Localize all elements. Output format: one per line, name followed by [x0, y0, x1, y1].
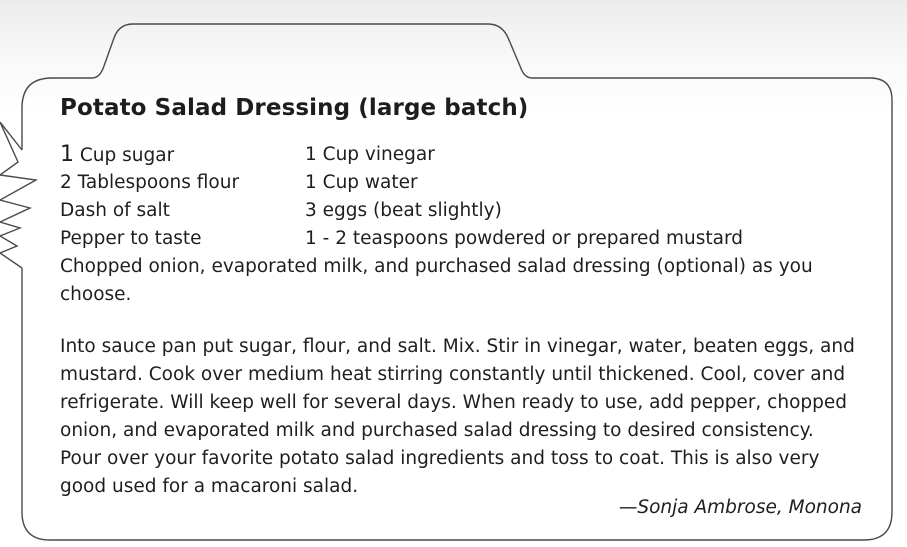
directions-paragraph: Into sauce pan put sugar, flour, and salt. Mix. Stir in vinegar, water, beaten eggs, and mustard. Cook over medium heat stirring constantly until thickened. Cool, cover and refrigerate. Will keep well for several days. When ready to use, add pepper, chopped onion, and evaporated milk and purchased salad dressing to desired consistency. Pour over your favorite potato salad ingredients and toss to coat. This is also very good used for a macaroni salad.	[60, 336, 855, 497]
ingredient-left: Pepper to taste	[60, 228, 202, 249]
recipe-attribution: —Sonja Ambrose, Monona	[618, 497, 862, 518]
ingredient-text: Cup sugar	[74, 145, 175, 166]
ingredient-right: 1 - 2 teaspoons powdered or prepared mustard	[305, 228, 744, 249]
optional-ingredients-note: Chopped onion, evaporated milk, and purchased salad dressing (optional) as you choose.	[60, 256, 813, 305]
ingredient-row	[60, 197, 840, 225]
ingredient-row	[60, 225, 840, 253]
ingredient-list	[60, 141, 840, 253]
ingredient-left: 2 Tablespoons flour	[60, 172, 240, 193]
ingredient-left	[60, 141, 174, 170]
ingredient-row	[60, 141, 840, 169]
recipe-title: Potato Salad Dressing (large batch)	[60, 95, 529, 121]
ingredient-quantity: 1	[60, 142, 74, 167]
ingredient-left: Dash of salt	[60, 200, 170, 221]
ingredient-right: 1 Cup vinegar	[305, 144, 435, 165]
zigzag-burst-edge	[0, 122, 36, 268]
ingredient-row	[60, 169, 840, 197]
ingredient-right: 3 eggs (beat slightly)	[305, 200, 502, 221]
ingredient-right: 1 Cup water	[305, 172, 418, 193]
